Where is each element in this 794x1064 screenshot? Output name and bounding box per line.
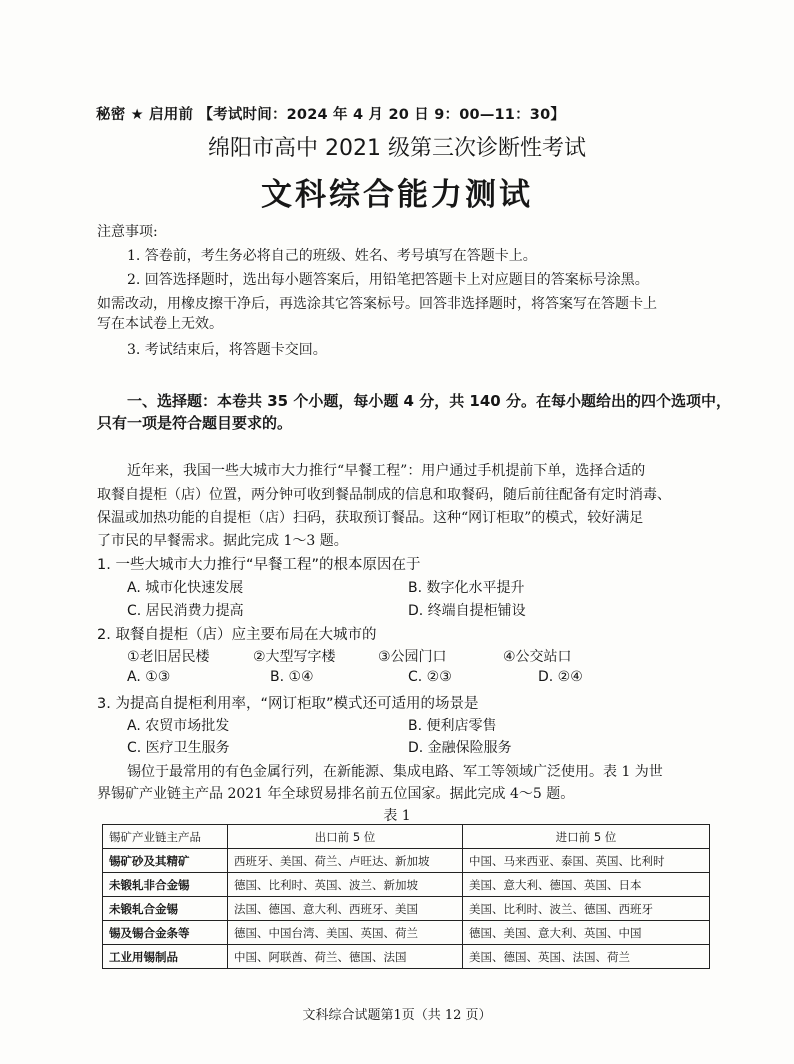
section-heading-line-2: 只有一项是符合题目要求的。 — [97, 414, 293, 432]
table-header-import: 进口前 5 位 — [463, 825, 710, 849]
question-1-option-b: B. 数字化水平提升 — [408, 580, 525, 596]
table-cell-import: 美国、意大利、德国、英国、日本 — [463, 873, 710, 897]
table-header-product: 锡矿产业链主产品 — [103, 825, 228, 849]
question-3-option-a: A. 农贸市场批发 — [127, 718, 230, 734]
section-heading-line-1: 一、选择题：本卷共 35 个小题，每小题 4 分，共 140 分。在每小题给出的四个选项中， — [127, 392, 731, 410]
table-header-row — [103, 825, 710, 849]
table-cell-product: 锡矿砂及其精矿 — [103, 849, 228, 873]
question-2-item-2: ②大型写字楼 — [253, 649, 336, 665]
question-2-item-3: ③公园门口 — [378, 649, 447, 665]
note-item-3: 3. 考试结束后，将答题卡交回。 — [127, 342, 327, 358]
table-cell-import: 德国、美国、意大利、英国、中国 — [463, 921, 710, 945]
table-cell-export: 德国、中国台湾、美国、英国、荷兰 — [228, 921, 463, 945]
notes-heading: 注意事项: — [97, 224, 158, 240]
question-3-stem: 3. 为提高自提柜利用率，“网订柜取”模式还可适用的场景是 — [97, 696, 479, 712]
question-2-option-b: B. ①④ — [270, 669, 314, 685]
table-cell-import: 美国、德国、英国、法国、荷兰 — [463, 945, 710, 969]
question-2-option-c: C. ②③ — [408, 669, 452, 685]
question-2-stem: 2. 取餐自提柜（店）应主要布局在大城市的 — [97, 627, 377, 643]
table-row — [103, 873, 710, 897]
table-cell-export: 西班牙、美国、荷兰、卢旺达、新加坡 — [228, 849, 463, 873]
question-1-stem: 1. 一些大城市大力推行“早餐工程”的根本原因在于 — [97, 557, 421, 573]
question-3-option-b: B. 便利店零售 — [408, 718, 497, 734]
passage-2-line-1: 锡位于最常用的有色金属行列，在新能源、集成电路、军工等领域广泛使用。表 1 为世 — [127, 764, 663, 780]
note-item-1: 1. 答卷前，考生务必将自己的班级、姓名、考号填写在答题卡上。 — [127, 248, 537, 264]
passage-1-line-1: 近年来，我国一些大城市大力推行“早餐工程”：用户通过手机提前下单，选择合适的 — [127, 463, 646, 479]
question-2-option-d: D. ②④ — [538, 669, 583, 685]
question-3-option-d: D. 金融保险服务 — [408, 740, 512, 756]
exam-title: 绵阳市高中 2021 级第三次诊断性考试 — [208, 136, 586, 161]
table-cell-export: 法国、德国、意大利、西班牙、美国 — [228, 897, 463, 921]
passage-1-line-3: 保温或加热功能的自提柜（店）扫码，获取预订餐品。这种“网订柜取”的模式，较好满足 — [97, 510, 644, 526]
page-footer: 文科综合试题第1页（共 12 页） — [302, 1008, 492, 1023]
table-cell-product: 工业用锡制品 — [103, 945, 228, 969]
passage-1-line-4: 了市民的早餐需求。据此完成 1～3 题。 — [97, 533, 348, 549]
note-item-2-line-3: 写在本试卷上无效。 — [97, 316, 223, 332]
table-cell-product: 未锻轧合金锡 — [103, 897, 228, 921]
table-cell-import: 美国、比利时、波兰、德国、西班牙 — [463, 897, 710, 921]
note-item-2-line-2: 如需改动，用橡皮擦干净后，再选涂其它答案标号。回答非选择题时，将答案写在答题卡上 — [97, 296, 657, 312]
table-row — [103, 921, 710, 945]
note-item-2-line-1: 2. 回答选择题时，选出每小题答案后，用铅笔把答题卡上对应题目的答案标号涂黑。 — [127, 272, 649, 288]
question-2-item-4: ④公交站口 — [503, 649, 572, 665]
question-1-option-a: A. 城市化快速发展 — [127, 580, 244, 596]
table-cell-product: 锡及锡合金条等 — [103, 921, 228, 945]
table-header-export: 出口前 5 位 — [228, 825, 463, 849]
table-row — [103, 897, 710, 921]
table-cell-product: 未锻轧非合金锡 — [103, 873, 228, 897]
question-1-option-d: D. 终端自提柜铺设 — [408, 603, 526, 619]
table-cell-export: 德国、比利时、英国、波兰、新加坡 — [228, 873, 463, 897]
confidential-line: 秘密 ★ 启用前 【考试时间：2024 年 4 月 20 日 9：00—11：30】 — [96, 107, 566, 123]
table-cell-export: 中国、阿联酋、荷兰、德国、法国 — [228, 945, 463, 969]
question-3-option-c: C. 医疗卫生服务 — [127, 740, 230, 756]
passage-1-line-2: 取餐自提柜（店）位置，两分钟可收到餐品制成的信息和取餐码，随后前往配备有定时消毒、 — [97, 487, 671, 503]
passage-2-line-2: 界锡矿产业链主产品 2021 年全球贸易排名前五位国家。据此完成 4～5 题。 — [97, 786, 575, 802]
table-cell-import: 中国、马来西亚、泰国、英国、比利时 — [463, 849, 710, 873]
question-2-item-1: ①老旧居民楼 — [127, 649, 210, 665]
table-row — [103, 849, 710, 873]
table-title: 表 1 — [383, 808, 411, 824]
tin-trade-table — [102, 824, 710, 969]
subject-title: 文科综合能力测试 — [261, 177, 533, 213]
question-1-option-c: C. 居民消费力提高 — [127, 603, 244, 619]
question-2-option-a: A. ①③ — [127, 669, 171, 685]
table-row — [103, 945, 710, 969]
